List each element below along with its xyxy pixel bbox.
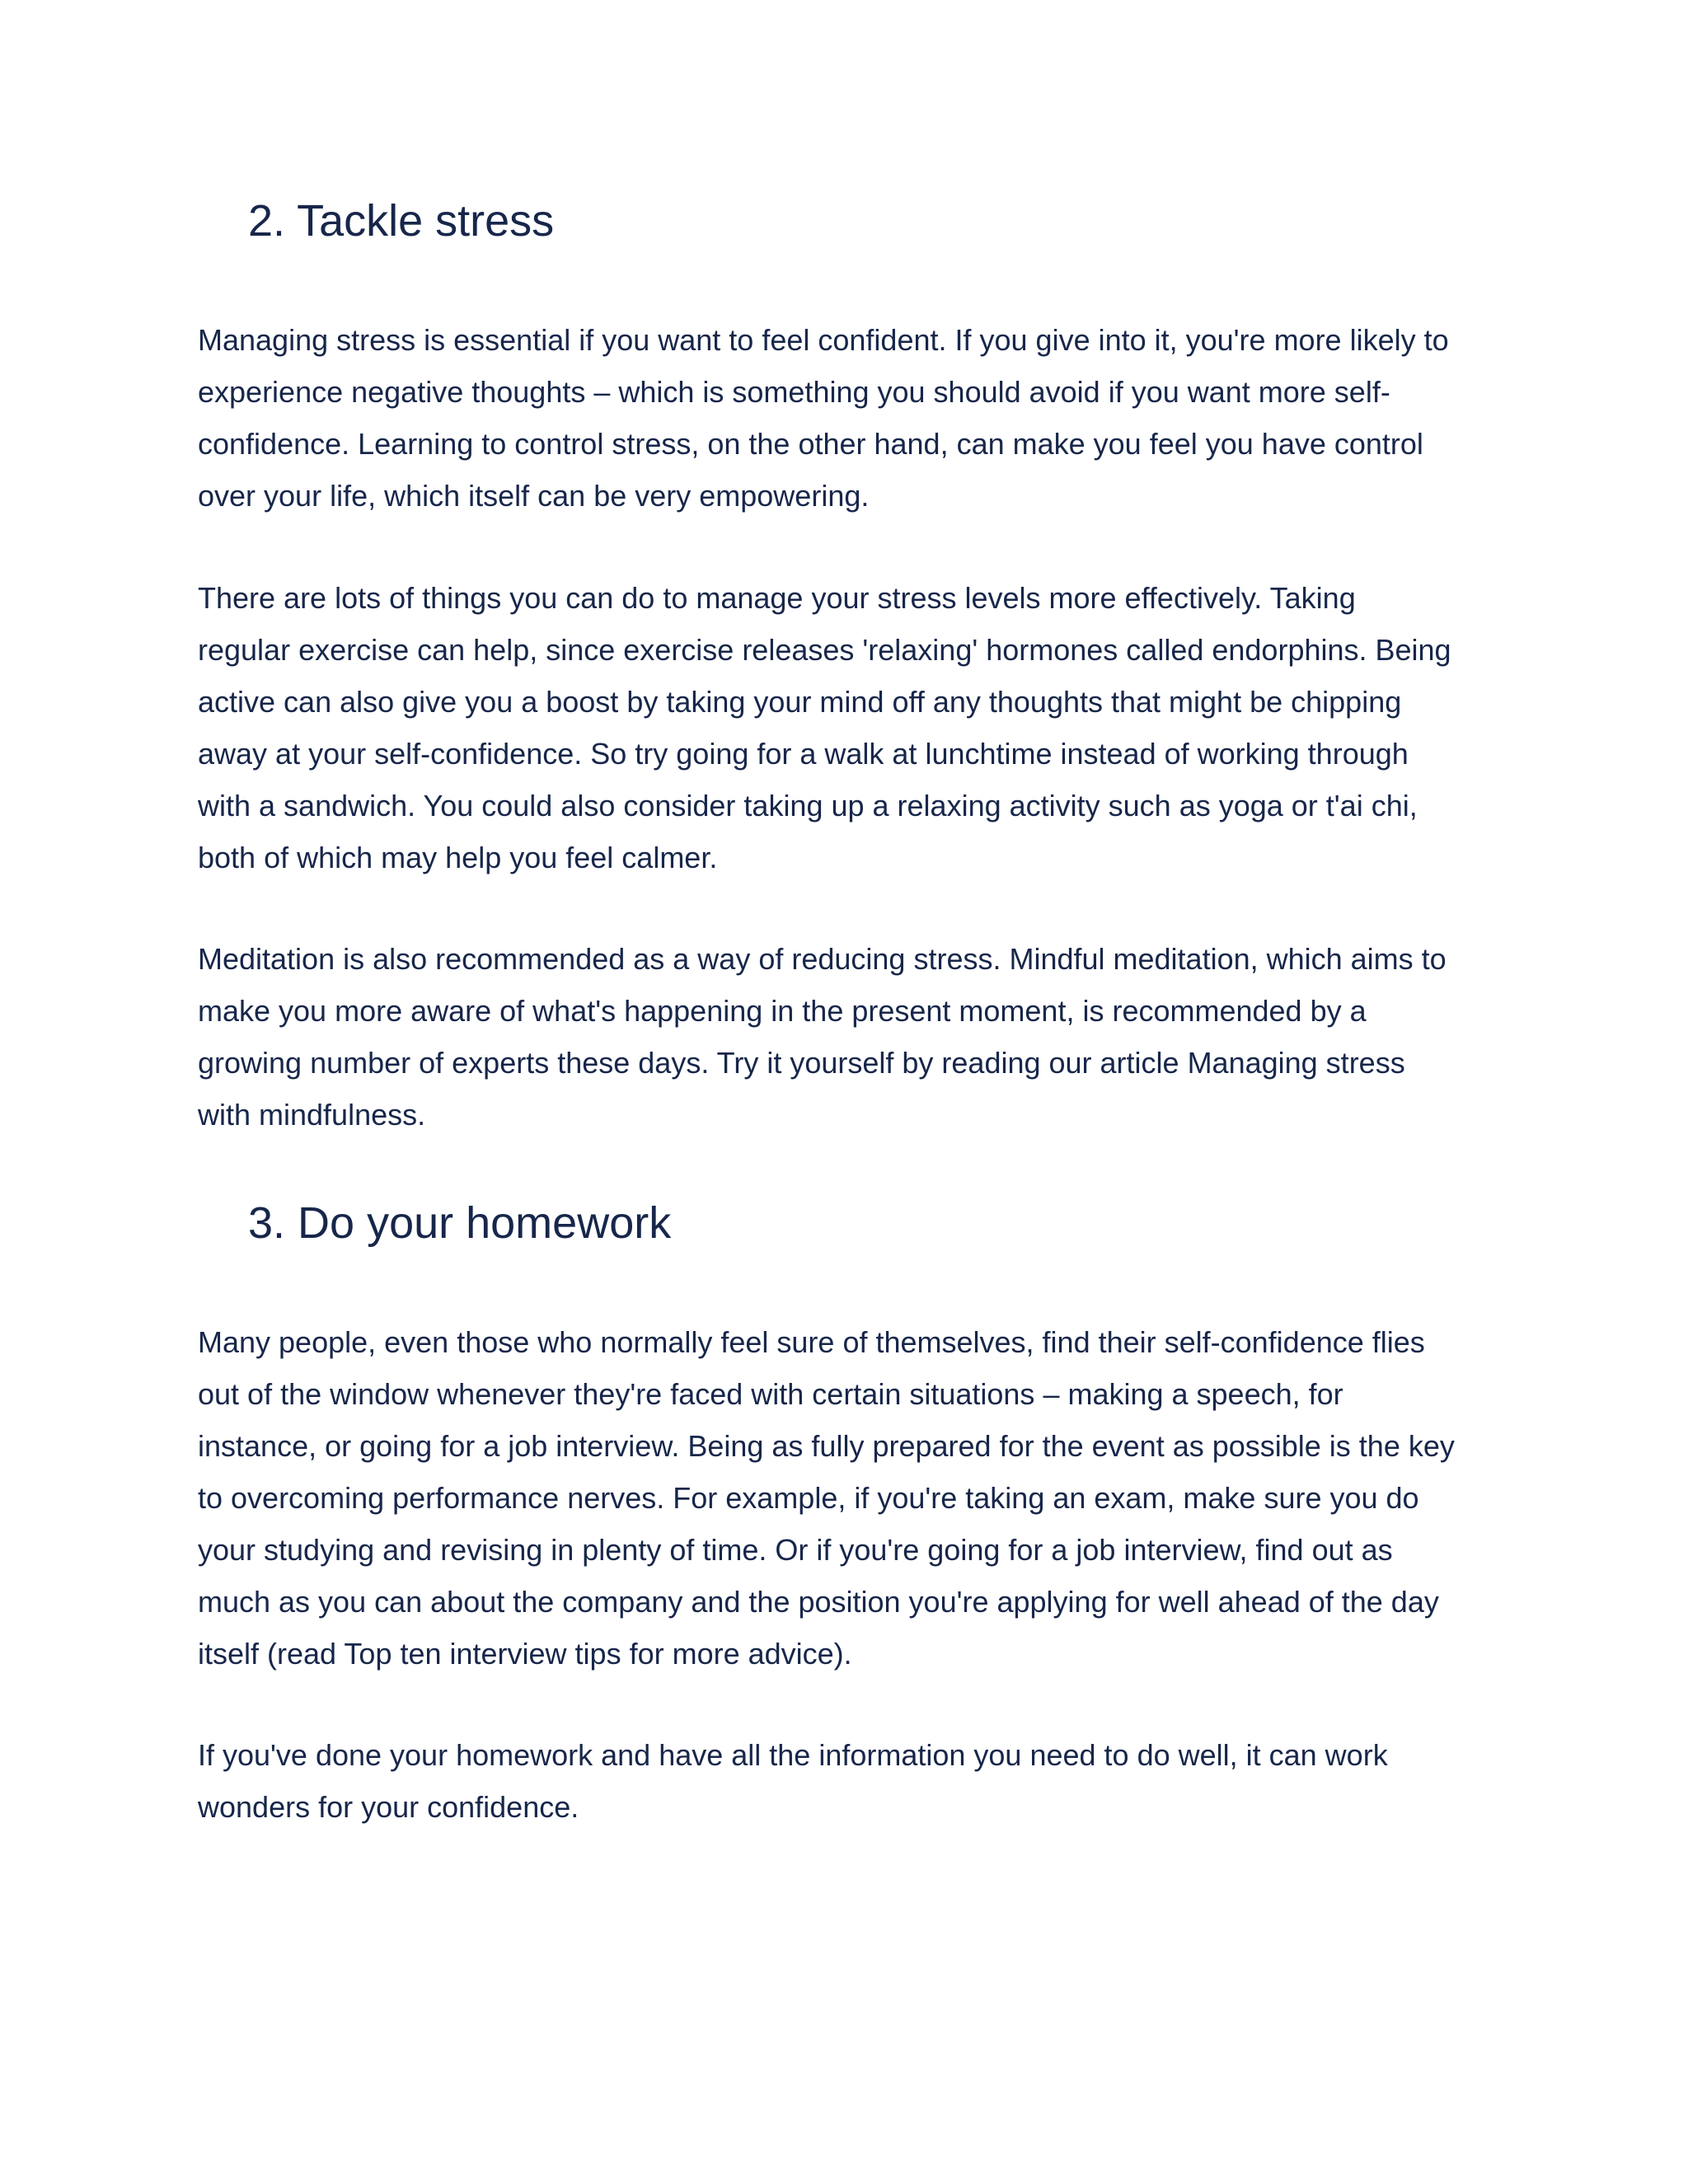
text-line: Meditation is also recommended as a way of reducing stress. Mindful meditation, which aims to — [198, 942, 1447, 976]
text-line: with mindfulness. — [198, 1098, 426, 1132]
text-line: Managing stress is essential if you want to feel confident. If you give into it, you're more likely to — [198, 323, 1449, 357]
text-line: itself (read Top ten interview tips for more advice). — [198, 1637, 852, 1671]
text-line: make you more aware of what's happening in the present moment, is recommended by a — [198, 994, 1367, 1028]
text-line: wonders for your confidence. — [198, 1790, 579, 1824]
text-line: active can also give you a boost by taking your mind off any thoughts that might be chipping — [198, 685, 1402, 719]
text-line: confidence. Learning to control stress, on the other hand, can make you feel you have control — [198, 427, 1423, 461]
text-line: away at your self-confidence. So try going for a walk at lunchtime instead of working through — [198, 737, 1409, 771]
text-line: with a sandwich. You could also consider taking up a relaxing activity such as yoga or t'ai chi, — [198, 789, 1418, 823]
paragraph-exercise — [198, 572, 1517, 883]
section-heading-do-your-homework: 3. Do your homework — [248, 1198, 672, 1248]
paragraph-preparation — [198, 1316, 1517, 1680]
section-heading-tackle-stress: 2. Tackle stress — [248, 196, 555, 246]
paragraph-meditation — [198, 933, 1517, 1141]
text-line: to overcoming performance nerves. For example, if you're taking an exam, make sure you do — [198, 1481, 1419, 1515]
paragraph-managing-stress — [198, 314, 1517, 522]
text-line: out of the window whenever they're faced with certain situations – making a speech, for — [198, 1377, 1343, 1411]
text-line: much as you can about the company and the position you're applying for well ahead of the day — [198, 1585, 1439, 1619]
text-line: experience negative thoughts – which is something you should avoid if you want more self- — [198, 375, 1390, 409]
text-line: Many people, even those who normally feel sure of themselves, find their self-confidence flies — [198, 1325, 1425, 1359]
text-line: There are lots of things you can do to manage your stress levels more effectively. Taking — [198, 581, 1356, 615]
text-line: If you've done your homework and have all the information you need to do well, it can work — [198, 1738, 1388, 1772]
text-line: instance, or going for a job interview. Being as fully prepared for the event as possible is the key — [198, 1429, 1455, 1463]
text-line: over your life, which itself can be very empowering. — [198, 479, 870, 513]
paragraph-homework-confidence — [198, 1729, 1517, 1833]
text-line: growing number of experts these days. Try it yourself by reading our article Managing stress — [198, 1046, 1405, 1080]
text-line: your studying and revising in plenty of time. Or if you're going for a job interview, find out as — [198, 1533, 1393, 1567]
text-line: both of which may help you feel calmer. — [198, 841, 718, 874]
text-line: regular exercise can help, since exercise releases 'relaxing' hormones called endorphins. Being — [198, 633, 1451, 667]
